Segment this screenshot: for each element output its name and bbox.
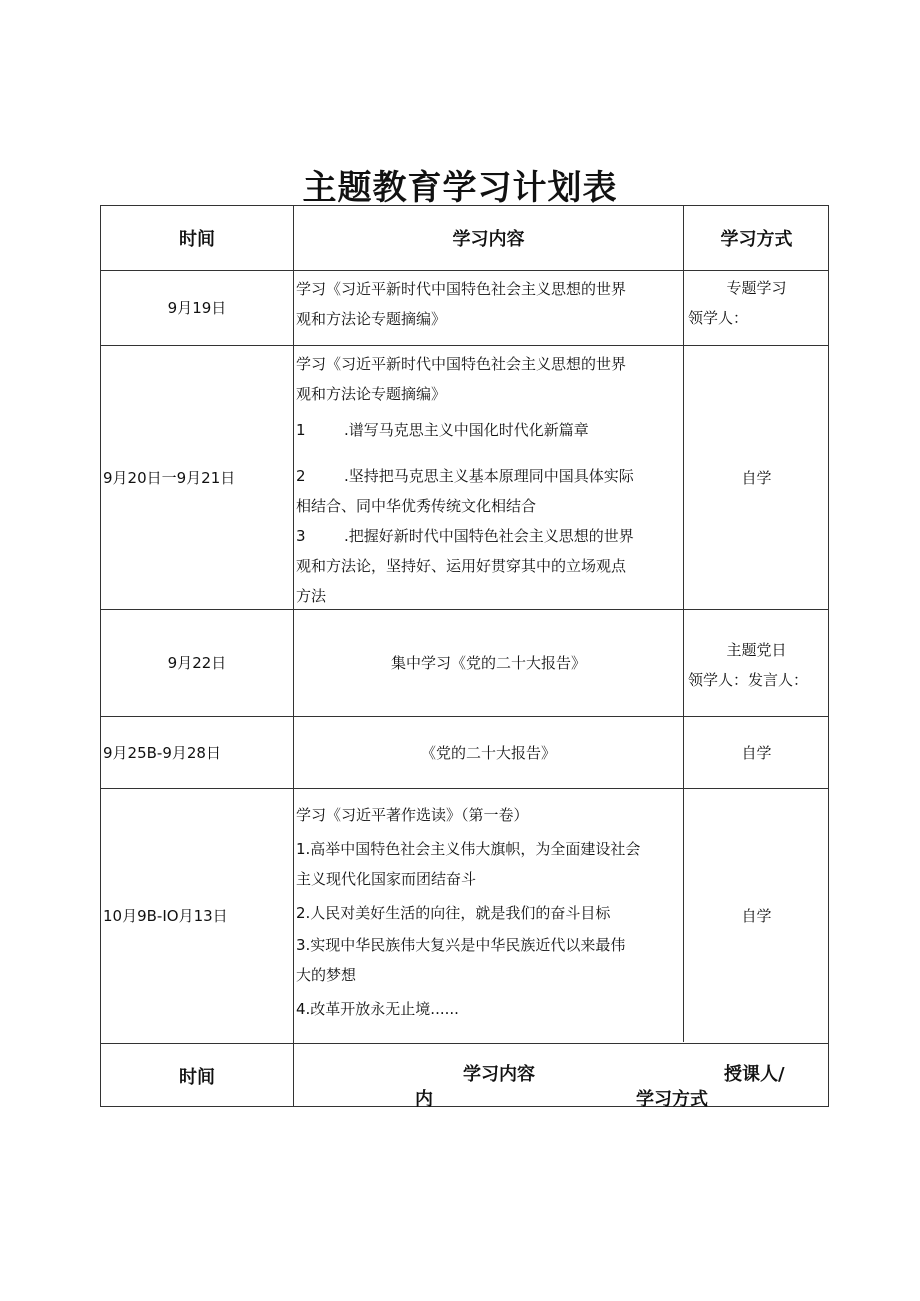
method-line: 专题学习 [726,279,787,297]
content-line: 学习《习近平新时代中国特色社会主义思想的世界 [296,355,627,373]
list-item-text: .坚持把马克思主义基本原理同中国具体实际 [344,467,634,485]
list-item [296,521,682,551]
content-line: 大的梦想 [296,966,357,984]
row1-content [296,274,682,334]
row5-time: 10月9B-IO月13日 [103,907,228,925]
method-line: 领学人： [688,309,749,327]
row3-time: 9月22日 [167,654,227,672]
footer-content: 学习内容 [463,1064,535,1085]
content-line: 观和方法论专题摘编》 [296,385,447,403]
row2-method: 自学 [741,468,772,487]
study-plan-table [100,205,829,1110]
content-line: 4.改革开放永无止境...... [296,1000,459,1018]
page-title: 主题教育学习计划表 [302,168,618,208]
row5-method: 自学 [741,907,772,925]
row2-content [296,349,682,611]
content-line: 1.高举中国特色社会主义伟大旗帜，为全面建设社会 [296,840,641,858]
content-line: 3.实现中华民族伟大复兴是中华民族近代以来最伟 [296,936,626,954]
list-item-text: 观和方法论，坚持好、运用好贯穿其中的立场观点 [296,557,627,575]
header-content: 学习内容 [452,229,525,250]
list-item-text: .谱写马克思主义中国化时代化新篇章 [344,421,589,439]
row3-method [684,635,829,695]
list-item-text: 方法 [296,587,327,605]
list-item-number: 3 [296,527,306,545]
row5-content [296,800,682,1024]
list-item [296,461,682,491]
list-item-number: 1 [296,421,306,439]
row3-content: 集中学习《党的二十大报告》 [390,654,586,672]
header-time: 时间 [179,229,215,250]
list-item-text: .把握好新时代中国特色社会主义思想的世界 [344,527,634,545]
method-line: 主题党日 [726,641,787,659]
row1-time: 9月19日 [167,299,227,317]
method-line: 领学人：发言人： [688,671,809,689]
list-item-text: 相结合、同中华优秀传统文化相结合 [296,497,537,515]
footer-time: 时间 [179,1066,215,1088]
row1-method [684,273,829,333]
content-line: 学习《习近平新时代中国特色社会主义思想的世界 [296,280,627,298]
content-line: 学习《习近平著作选读》（第一卷） [296,806,529,824]
content-line: 观和方法论专题摘编》 [296,310,447,328]
list-item [296,415,682,445]
row4-time: 9月25B-9月28日 [103,743,221,762]
footer-instructor: 授课人/ [724,1064,785,1085]
header-method: 学习方式 [720,229,793,250]
footer-method: 学习方式 [636,1089,708,1110]
list-item-number: 2 [296,467,306,485]
footer-content-cont: 内 [415,1089,433,1110]
content-line: 2.人民对美好生活的向往，就是我们的奋斗目标 [296,904,611,922]
row4-method: 自学 [741,743,772,762]
row4-content: 《党的二十大报告》 [420,743,556,762]
content-line: 主义现代化国家而团结奋斗 [296,870,477,888]
row2-time: 9月20日一9月21日 [103,468,236,487]
